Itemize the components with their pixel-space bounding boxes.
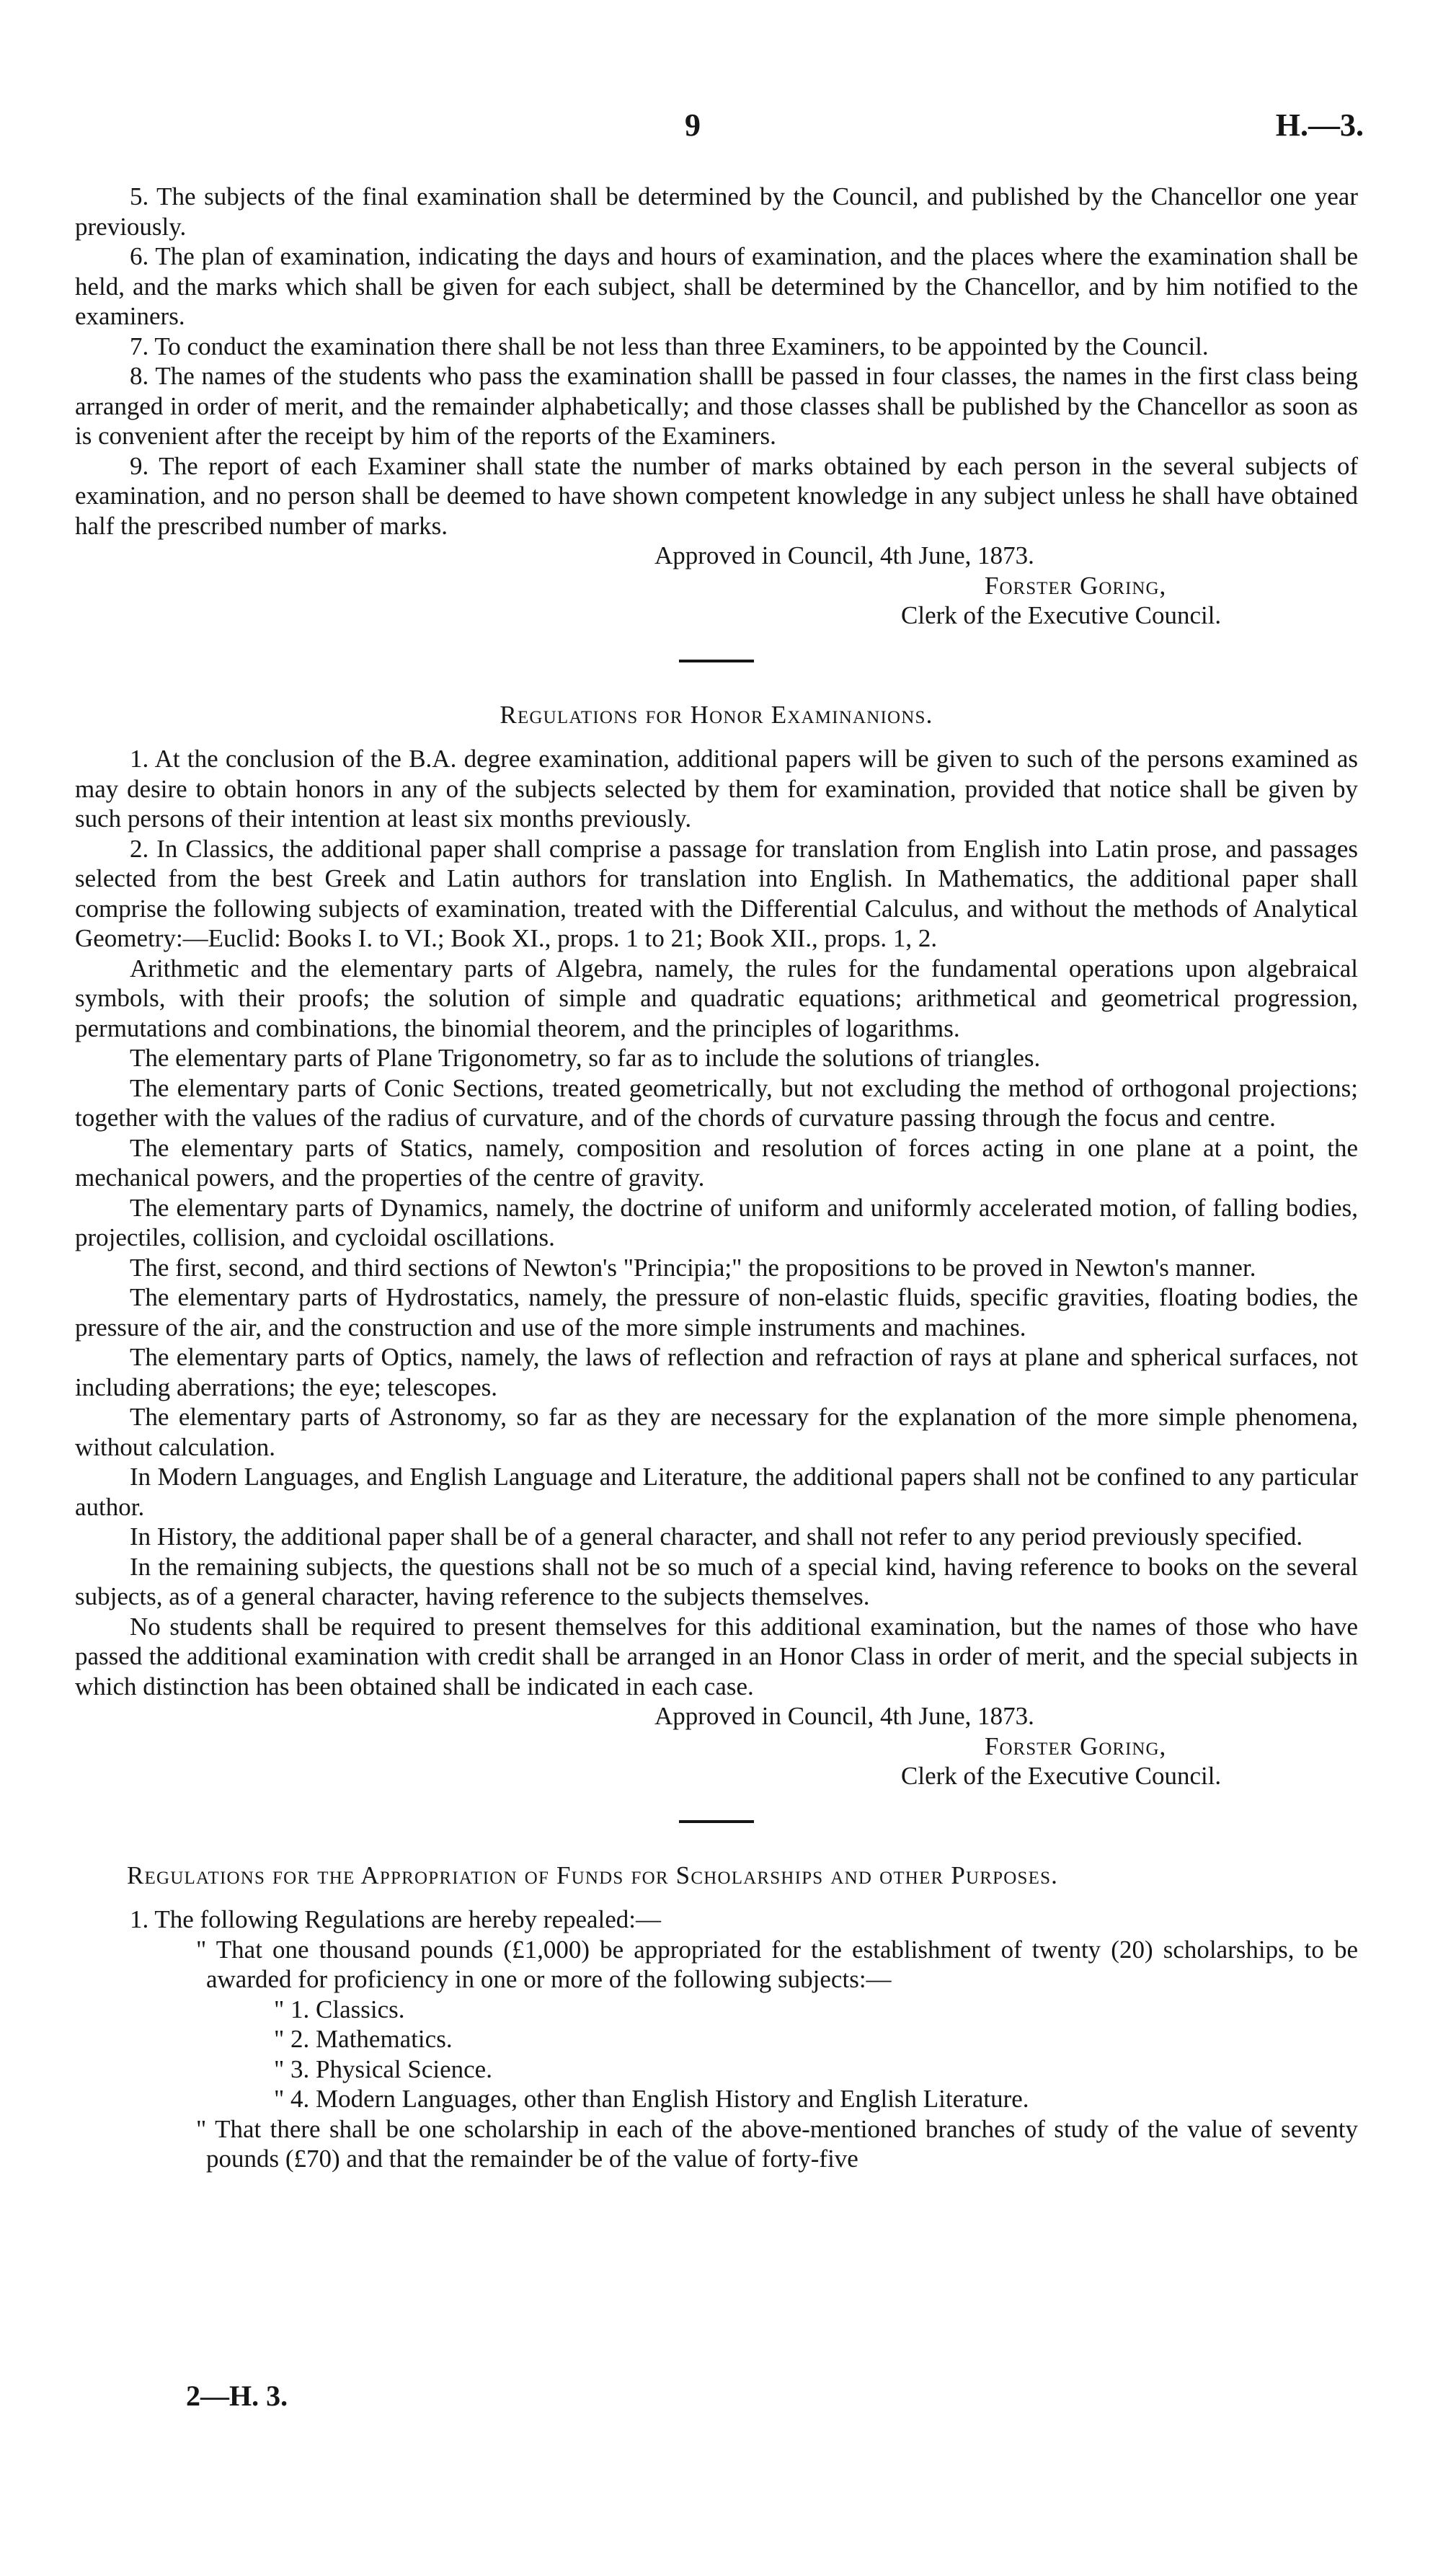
section-divider: [679, 660, 754, 662]
paragraph: 8. The names of the students who pass the examination shalll be passed in four classes, the names in the first class being arranged in order of merit, and the remainder alphabetically; and those classes shall be published by the Chancellor as soon as is convenient after the receipt by him of the reports of the Examiners.: [75, 362, 1358, 450]
paragraph: 1. The following Regulations are hereby repealed:—: [130, 1905, 662, 1933]
paragraph: In the remaining subjects, the questions shall not be so much of a special kind, having reference to books on the several subjects, as of a general character, having reference to the subjects themselves.: [75, 1552, 1358, 1610]
signatory-title: Clerk of the Executive Council.: [901, 601, 1222, 629]
paragraph: 9. The report of each Examiner shall state the number of marks obtained by each person in the several subjects of examination, and no person shall be deemed to have shown competent knowledge in any subject unless he shall have obtained half the prescribed number of marks.: [75, 451, 1358, 540]
page-content: [75, 182, 1358, 2174]
signatory-name: Forster Goring,: [985, 1732, 1167, 1760]
signatory-title: Clerk of the Executive Council.: [901, 1762, 1222, 1790]
approval-line: Approved in Council, 4th June, 1873.: [654, 541, 1034, 569]
paragraph: The elementary parts of Hydrostatics, namely, the pressure of non-elastic fluids, specific gravities, floating bodies, the pressure of the air, and the construction and use of the more simple instruments and machines.: [75, 1283, 1358, 1342]
quoted-regulation: " That one thousand pounds (£1,000) be appropriated for the establishment of twenty (20) scholarships, to be awarded for proficiency in one or more of the following subjects:—: [196, 1935, 1358, 1993]
paragraph: In Modern Languages, and English Language and Literature, the additional papers shall not be confined to any particular author.: [75, 1463, 1358, 1521]
paragraph: No students shall be required to present themselves for this additional examination, but the names of those who have passed the additional examination with credit shall be arranged in an Honor Class in order of merit, and the special subjects in which distinction has been obtained shall be indicated in each case.: [75, 1612, 1358, 1701]
paragraph: 7. To conduct the examination there shall be not less than three Examiners, to be appointed by the Council.: [130, 332, 1209, 360]
signatory-name: Forster Goring,: [985, 571, 1167, 600]
paragraph: 6. The plan of examination, indicating the days and hours of examination, and the places where the examination shall be held, and the marks which shall be given for each subject, shall be determined by the Chancellor, and by him notified to the examiners.: [75, 242, 1358, 330]
list-item: " 1. Classics.: [274, 1995, 405, 2023]
section-divider: [679, 1820, 754, 1823]
paragraph: The elementary parts of Dynamics, namely, the doctrine of uniform and uniformly accelerated motion, of falling bodies, projectiles, collision, and cycloidal oscillations.: [75, 1193, 1358, 1251]
paragraph: The elementary parts of Plane Trigonometry, so far as to include the solutions of triangles.: [130, 1044, 1041, 1072]
paragraph: In History, the additional paper shall be of a general character, and shall not refer to any period previously specified.: [130, 1522, 1303, 1551]
paragraph: The elementary parts of Statics, namely, composition and resolution of forces acting in one plane at a point, the mechanical powers, and the properties of the centre of gravity.: [75, 1133, 1358, 1192]
approval-line: Approved in Council, 4th June, 1873.: [654, 1702, 1034, 1730]
quoted-regulation: " That there shall be one scholarship in each of the above-mentioned branches of study of the value of seventy pounds (£70) and that the remainder be of the value of forty-five: [196, 2114, 1358, 2173]
paragraph: The elementary parts of Conic Sections, treated geometrically, but not excluding the method of orthogonal projections; together with the values of the radius of curvature, and of the chords of curvature passing through the focus and centre.: [75, 1073, 1358, 1132]
paragraph: The elementary parts of Optics, namely, the laws of reflection and refraction of rays at plane and spherical surfaces, not including aberrations; the eye; telescopes.: [75, 1343, 1358, 1401]
paragraph: The elementary parts of Astronomy, so far as they are necessary for the explanation of the more simple phenomena, without calculation.: [75, 1403, 1358, 1461]
paragraph: 2. In Classics, the additional paper shall comprise a passage for translation from English into Latin prose, and passages selected from the best Greek and Latin authors for translation into English. In Mathematics, the additional paper shall comprise the following subjects of examination, treated with the Differential Calculus, and without the methods of Analytical Geometry:—Euclid: Books I. to VI.; Book XI., props. 1 to 21; Book XII., props. 1, 2.: [75, 834, 1358, 952]
list-item: " 2. Mathematics.: [274, 2025, 453, 2053]
paragraph: The first, second, and third sections of Newton's "Principia;" the propositions to be proved in Newton's manner.: [130, 1253, 1256, 1282]
section-heading: Regulations for Honor Examinanions.: [500, 700, 933, 729]
signature-mark: 2—H. 3.: [186, 2380, 288, 2412]
paragraph: Arithmetic and the elementary parts of Algebra, namely, the rules for the fundamental operations upon algebraical symbols, with their proofs; the solution of simple and quadratic equations; arithmetical and geometrical progression, permutations and combinations, the binomial theorem, and the principles of logarithms.: [75, 954, 1358, 1042]
paragraph: 1. At the conclusion of the B.A. degree examination, additional papers will be given to such of the persons examined as may desire to obtain honors in any of the subjects selected by them for examination, provided that notice shall be given by such persons of their intention at least six months previously.: [75, 745, 1358, 833]
section-heading: Regulations for the Appropriation of Funds for Scholarships and other Purposes.: [127, 1861, 1059, 1889]
page-number: 9: [685, 107, 701, 143]
list-item: " 4. Modern Languages, other than English History and English Literature.: [274, 2085, 1029, 2113]
document-reference: H.—3.: [1275, 107, 1364, 143]
list-item: " 3. Physical Science.: [274, 2054, 492, 2083]
paragraph: 5. The subjects of the final examination shall be determined by the Council, and published by the Chancellor one year previously.: [75, 182, 1358, 241]
